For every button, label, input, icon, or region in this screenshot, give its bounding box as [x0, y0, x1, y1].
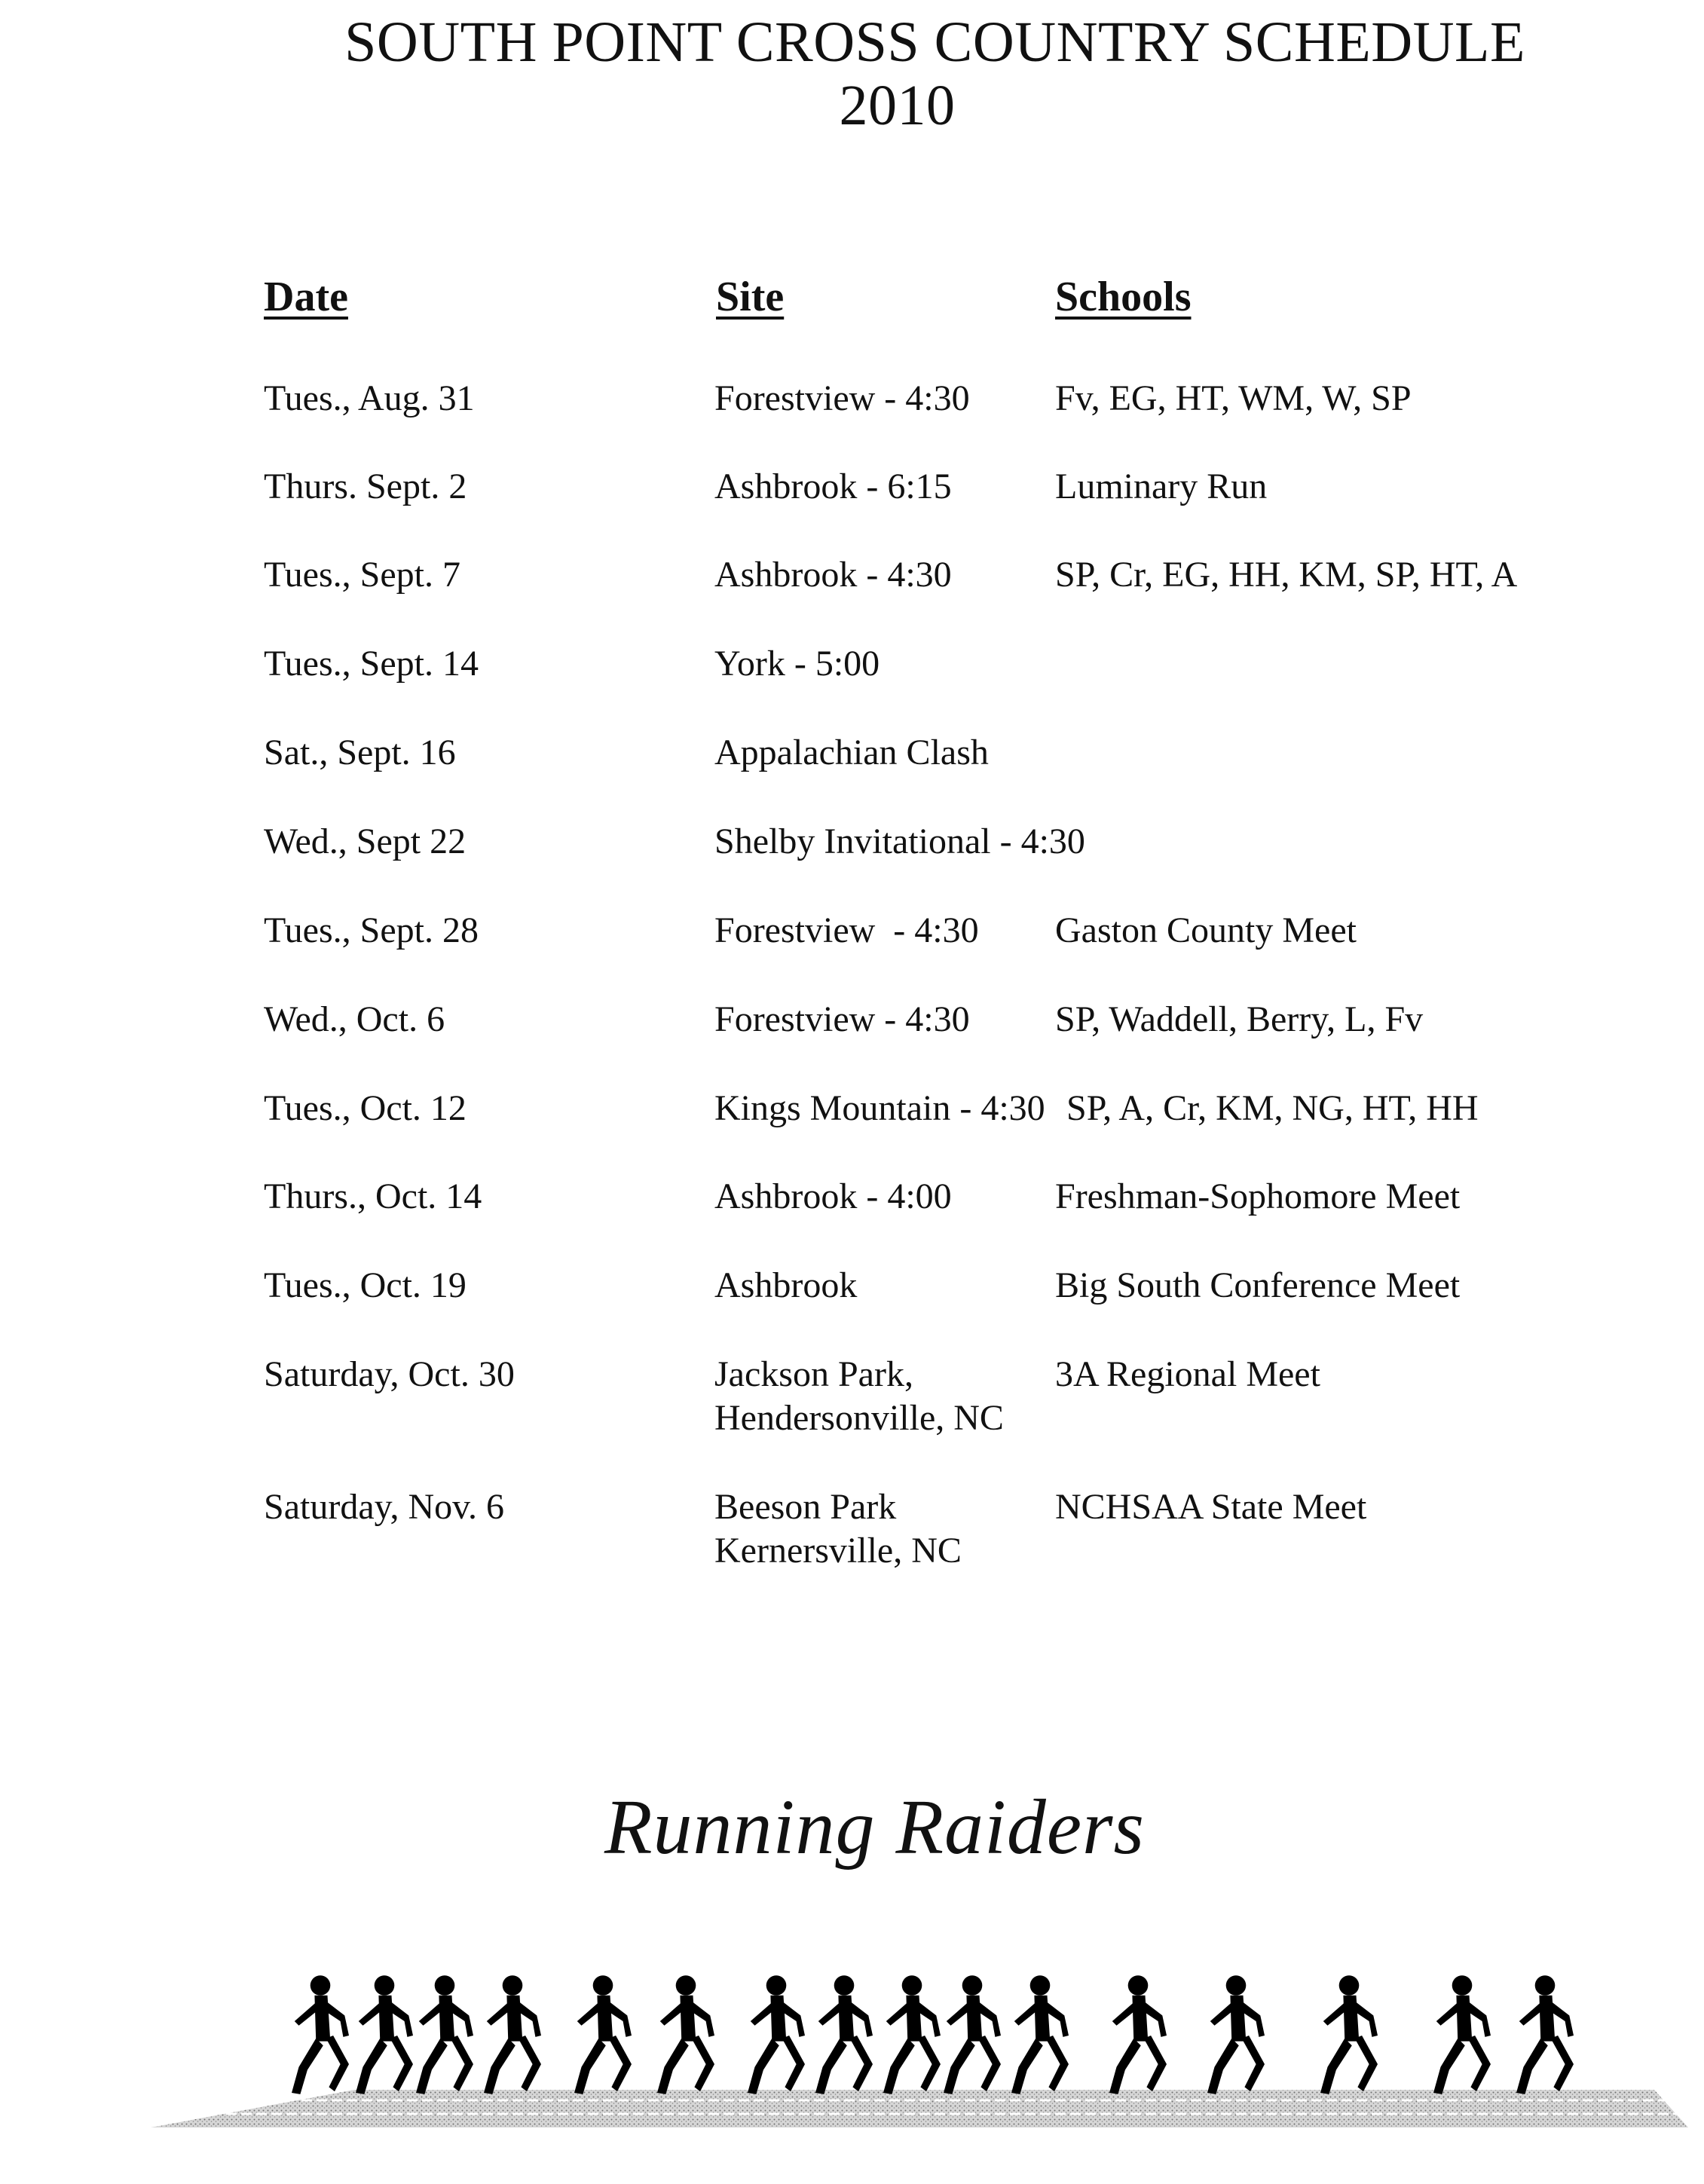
runner-figure-icon — [356, 1975, 413, 2094]
row-date: Wed., Sept 22 — [264, 821, 467, 861]
row-schools: Big South Conference Meet — [1055, 1265, 1461, 1305]
runner-figure-icon — [574, 1975, 632, 2094]
row-schools: 3A Regional Meet — [1055, 1354, 1320, 1394]
row-schools: Fv, EG, HT, WM, W, SP — [1055, 378, 1412, 418]
row-site: Appalachian Clash — [714, 733, 989, 772]
row-date: Saturday, Nov. 6 — [264, 1487, 505, 1527]
row-site: Ashbrook - 4:00 — [714, 1176, 952, 1216]
runners-silhouette-icon — [0, 1888, 1704, 2137]
runner-figure-icon — [815, 1975, 873, 2094]
runner-figure-icon — [484, 1975, 541, 2094]
row-schools: Freshman-Sophomore Meet — [1055, 1176, 1461, 1216]
runner-figure-icon — [1109, 1975, 1167, 2094]
row-date: Thurs. Sept. 2 — [264, 466, 467, 506]
row-schools: SP, Cr, EG, HH, KM, SP, HT, A — [1055, 555, 1518, 595]
row-site: York - 5:00 — [714, 644, 880, 684]
row-site: Jackson Park, Hendersonville, NC — [714, 1354, 1004, 1438]
runner-figure-icon — [1011, 1975, 1069, 2094]
row-site: Forestview - 4:30 — [714, 999, 970, 1039]
row-date: Sat., Sept. 16 — [264, 733, 456, 772]
row-site: Kings Mountain - 4:30 — [714, 1088, 1045, 1128]
column-header-date: Date — [264, 274, 348, 320]
row-date: Saturday, Oct. 30 — [264, 1354, 515, 1394]
runner-figure-icon — [657, 1975, 714, 2094]
row-date: Tues., Sept. 7 — [264, 555, 460, 595]
runner-figure-icon — [883, 1975, 941, 2094]
row-date: Thurs., Oct. 14 — [264, 1176, 482, 1216]
schedule-title-line1: SOUTH POINT CROSS COUNTRY SCHEDULE — [344, 11, 1525, 74]
schedule-title-year: 2010 — [839, 74, 956, 137]
column-header-schools: Schools — [1055, 274, 1192, 320]
row-site: Shelby Invitational - 4:30 — [714, 821, 1085, 861]
column-header-site: Site — [716, 274, 785, 320]
row-schools: NCHSAA State Meet — [1055, 1487, 1367, 1527]
row-schools: Luminary Run — [1055, 466, 1268, 506]
row-site: Forestview - 4:30 — [714, 910, 979, 950]
runner-figure-icon — [1433, 1975, 1491, 2094]
row-date: Tues., Sept. 14 — [264, 644, 479, 684]
row-site: Ashbrook - 6:15 — [714, 466, 952, 506]
runner-figure-icon — [292, 1975, 349, 2094]
running-raiders-brand: Running Raiders — [604, 1784, 1145, 1870]
runner-figure-icon — [748, 1975, 805, 2094]
row-site: Forestview - 4:30 — [714, 378, 970, 418]
row-schools: Gaston County Meet — [1055, 910, 1357, 950]
row-site: Ashbrook - 4:30 — [714, 555, 952, 595]
row-schools: SP, A, Cr, KM, NG, HT, HH — [1066, 1088, 1479, 1128]
runner-figure-icon — [1207, 1975, 1265, 2094]
row-date: Tues., Oct. 19 — [264, 1265, 467, 1305]
row-site: Beeson Park Kernersville, NC — [714, 1487, 962, 1571]
row-date: Wed., Oct. 6 — [264, 999, 445, 1039]
runner-figure-icon — [944, 1975, 1001, 2094]
runner-figure-icon — [1320, 1975, 1378, 2094]
row-date: Tues., Aug. 31 — [264, 378, 475, 418]
row-date: Tues., Sept. 28 — [264, 910, 479, 950]
runner-figure-icon — [1516, 1975, 1574, 2094]
runner-figure-icon — [416, 1975, 473, 2094]
row-schools: SP, Waddell, Berry, L, Fv — [1055, 999, 1424, 1039]
row-site: Ashbrook — [714, 1265, 858, 1305]
row-date: Tues., Oct. 12 — [264, 1088, 467, 1128]
